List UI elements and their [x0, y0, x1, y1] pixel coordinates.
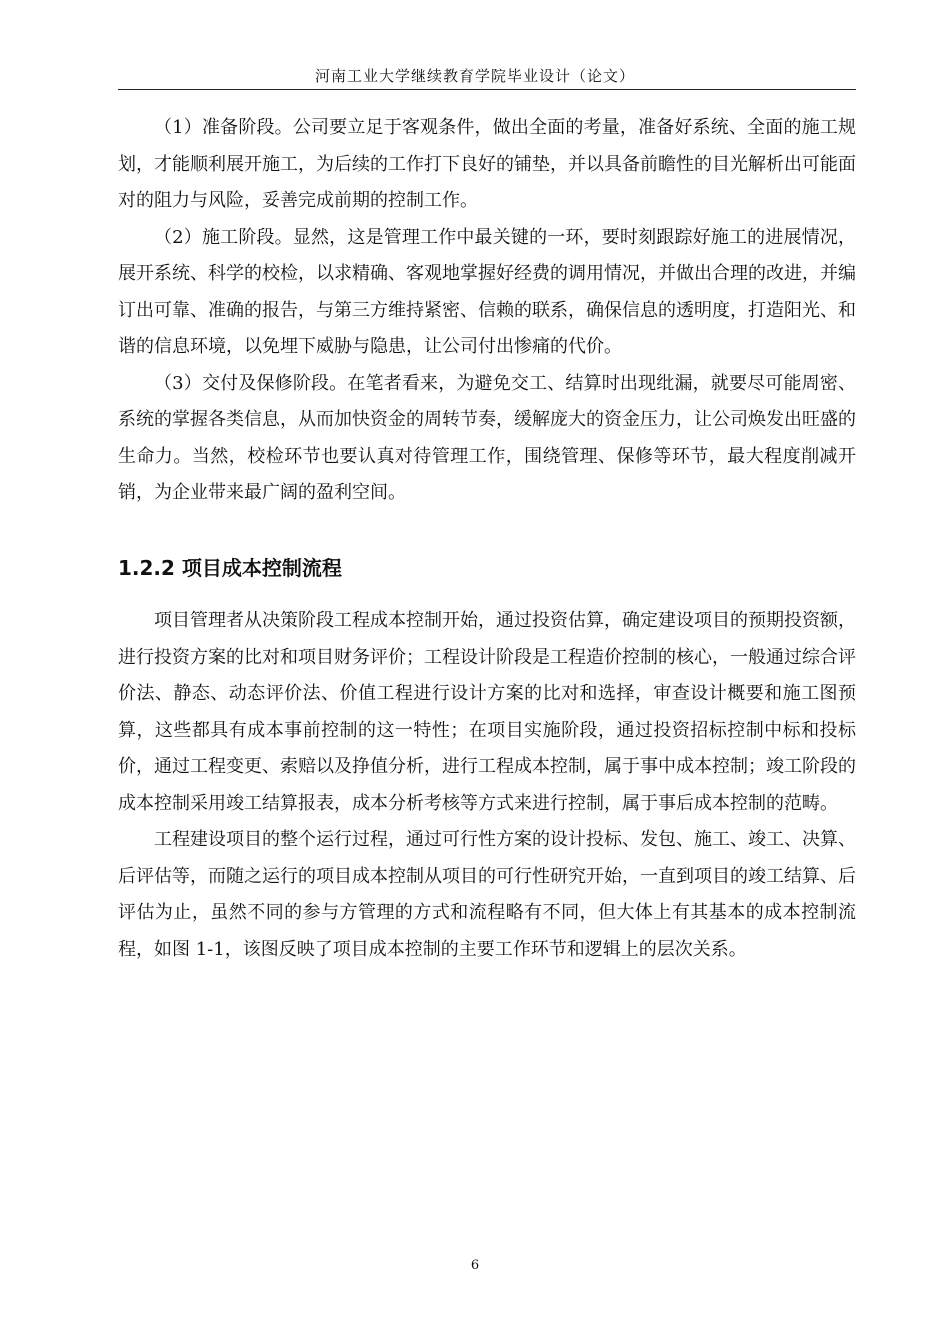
- page-number: 6: [470, 1258, 480, 1273]
- header-rule: [118, 89, 856, 90]
- section-1-body: [118, 110, 856, 512]
- section-heading: 1.2.2 项目成本控制流程: [118, 556, 342, 580]
- running-header: 河南工业大学继续教育学院毕业设计（论文）: [314, 67, 635, 85]
- paragraph-cost-control-stages: 项目管理者从决策阶段工程成本控制开始，通过投资估算，确定建设项目的预期投资额，进行投资方案的比对和项目财务评价；工程设计阶段是工程造价控制的核心，一般通过综合评价法、静态、动态评价法、价值工程进行设计方案的比对和选择，审查设计概要和施工图预算，这些都具有成本事前控制的这一特性；在项目实施阶段，通过投资招标控制中标和投标价，通过工程变更、索赔以及挣值分析，进行工程成本控制，属于事中成本控制；竣工阶段的成本控制采用竣工结算报表，成本分析考核等方式来进行控制，属于事后成本控制的范畴。: [118, 610, 856, 814]
- paragraph-construction-stage: （2）施工阶段。显然，这是管理工作中最关键的一环，要时刻跟踪好施工的进展情况，展开系统、科学的校检，以求精确、客观地掌握好经费的调用情况，并做出合理的改进，并编订出可靠、准确的报告，与第三方维持紧密、信赖的联系，确保信息的透明度，打造阳光、和谐的信息环境，以免埋下威胁与隐患，让公司付出惨痛的代价。: [118, 226, 856, 357]
- section-2-body: [118, 603, 856, 968]
- paragraph-delivery-warranty-stage: （3）交付及保修阶段。在笔者看来，为避免交工、结算时出现纰漏，就要尽可能周密、系统的掌握各类信息，从而加快资金的周转节奏，缓解庞大的资金压力，让公司焕发出旺盛的生命力。当然，校检环节也要认真对待管理工作，围绕管理、保修等环节，最大程度削减开销，为企业带来最广阔的盈利空间。: [118, 372, 856, 503]
- paragraph-cost-control-flow: 工程建设项目的整个运行过程，通过可行性方案的设计投标、发包、施工、竣工、决算、后评估等，而随之运行的项目成本控制从项目的可行性研究开始，一直到项目的竣工结算、后评估为止，虽然不同的参与方管理的方式和流程略有不同，但大体上有其基本的成本控制流程，如图 1-1，该图反映了项目成本控制的主要工作环节和逻辑上的层次关系。: [118, 829, 856, 960]
- paragraph-preparation-stage: （1）准备阶段。公司要立足于客观条件，做出全面的考量，准备好系统、全面的施工规划，才能顺利展开施工，为后续的工作打下良好的铺垫，并以具备前瞻性的目光解析出可能面对的阻力与风险，妥善完成前期的控制工作。: [118, 117, 856, 211]
